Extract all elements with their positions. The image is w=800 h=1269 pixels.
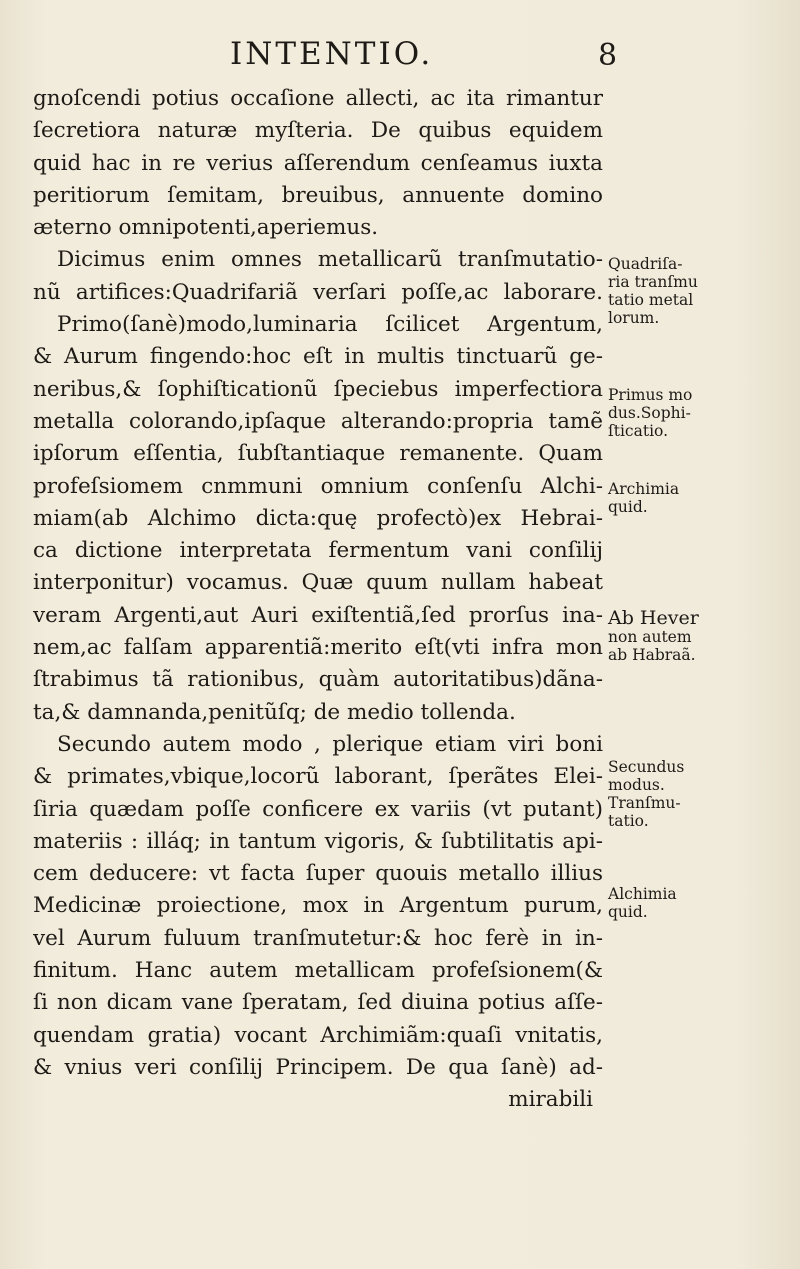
margin-note-line: lorum. xyxy=(608,309,660,327)
text-line: ca dictione interpretata fermentum vani conſilij xyxy=(33,538,603,564)
text-line: neribus,& ſophiſticationũ ſpeciebus imperfectiora xyxy=(33,376,603,402)
margin-note-line: Ab Hever xyxy=(608,607,699,629)
margin-note-line: Alchimia xyxy=(608,885,677,903)
margin-note-line: tatio metal xyxy=(608,291,694,309)
text-line: veram Argenti,aut Auri exiſtentiã,ſed prorſus ina- xyxy=(33,602,603,628)
text-line: & vnius veri conſilij Principem. De qua ſanè) ad- xyxy=(33,1054,603,1080)
margin-note-line: ſticatio. xyxy=(608,422,669,440)
text-line: quendam gratia) vocant Archimiãm:quaſi vnitatis, xyxy=(33,1022,603,1048)
text-line: nem,ac falſam apparentiã:merito eſt(vti infra mon xyxy=(33,635,603,661)
text-line: nũ artifices:Quadrifariã verſari poſſe,ac laborare. xyxy=(33,279,603,305)
margin-note-line: Secundus xyxy=(608,758,685,776)
text-line: materiis : illáq; in tantum vigoris, & ſubtilitatis api- xyxy=(33,828,603,854)
paragraph-start-line: Secundo autem modo , plerique etiam viri boni xyxy=(57,731,603,757)
page-number: 8 xyxy=(598,38,618,73)
text-line: interponitur) vocamus. Quæ quum nullam habeat xyxy=(33,570,603,596)
text-line: miam(ab Alchimo dicta:quę profectò)ex Hebrai- xyxy=(33,505,603,531)
text-line: peritiorum ſemitam, breuibus, annuente domino xyxy=(33,182,603,208)
margin-note-line: quid. xyxy=(608,498,648,516)
text-line: vel Aurum fuluum tranſmutetur:& hoc ferè in in- xyxy=(33,925,603,951)
margin-note-line: quid. xyxy=(608,903,648,921)
margin-note-primus-modus xyxy=(608,386,798,440)
text-line: ſecretiora naturæ myſteria. De quibus equidem xyxy=(33,118,603,144)
text-line: Primo(ſanè)modo,luminaria ſcilicet Argentum, xyxy=(57,312,603,338)
text-line: quid hac in re verius aſſerendum cenſeamus iuxta xyxy=(33,150,603,176)
margin-note-archimia xyxy=(608,480,798,516)
text-line: ta,& damnanda,penitũſq; de medio tollenda. xyxy=(33,699,516,725)
margin-note-line: Archimia xyxy=(608,480,680,498)
margin-note-line: modus. xyxy=(608,776,665,794)
margin-note-line: ab Habraã. xyxy=(608,646,696,664)
margin-note-secundus-modus xyxy=(608,758,798,830)
text-line: finitum. Hanc autem metallicam profeſsionem(& xyxy=(33,958,603,984)
margin-note-ab-hever xyxy=(608,608,798,664)
margin-note-line: Tranſmu- xyxy=(608,794,681,812)
margin-note-line: Primus mo xyxy=(608,386,693,404)
margin-note-quadrifaria xyxy=(608,255,798,327)
text-line: gnoſcendi potius occaſione allecti, ac ita rimantur xyxy=(33,86,603,111)
main-text-block xyxy=(33,83,603,1117)
paragraph-start-line: Dicimus enim omnes metallicarũ tranſmutatio- xyxy=(57,247,603,273)
text-line: profeſsiomem cnmmuni omnium conſenſu Alchi- xyxy=(33,473,603,499)
text-line: cem deducere: vt facta ſuper quouis metallo illius xyxy=(33,861,603,887)
margin-note-line: Quadriſa- xyxy=(608,255,683,273)
margin-note-alchimia xyxy=(608,885,798,921)
text-line: ipſorum eſſentia, ſubſtantiaque remanente. Quam xyxy=(33,441,603,467)
text-line: ſtrabimus tã rationibus, quàm autoritatibus)dãna- xyxy=(33,667,603,693)
text-line: Medicinæ proiectione, mox in Argentum purum, xyxy=(33,893,603,919)
margin-note-line: tatio. xyxy=(608,812,649,830)
text-line: & primates,vbique,locorũ laborant, ſperãtes Elei- xyxy=(33,764,603,790)
text-line: ſi non dicam vane ſperatam, ſed diuina potius aſſe- xyxy=(33,990,603,1016)
running-title: INTENTIO. xyxy=(230,36,434,72)
text-line: ſiria quædam poſſe conficere ex variis (vt putant) xyxy=(33,796,603,822)
margin-note-line: dus.Sophi- xyxy=(608,404,691,422)
text-line: metalla colorando,ipſaque alterando:propria tamẽ xyxy=(33,408,603,434)
text-line: æterno omnipotenti,aperiemus. xyxy=(33,215,379,241)
catchword: mirabili xyxy=(508,1087,593,1113)
margin-note-line: ria tranſmu xyxy=(608,273,698,291)
text-line: & Aurum fingendo:hoc eſt in multis tinctuarũ ge- xyxy=(33,344,603,370)
page-header xyxy=(0,36,800,76)
margin-note-line: non autem xyxy=(608,628,692,646)
